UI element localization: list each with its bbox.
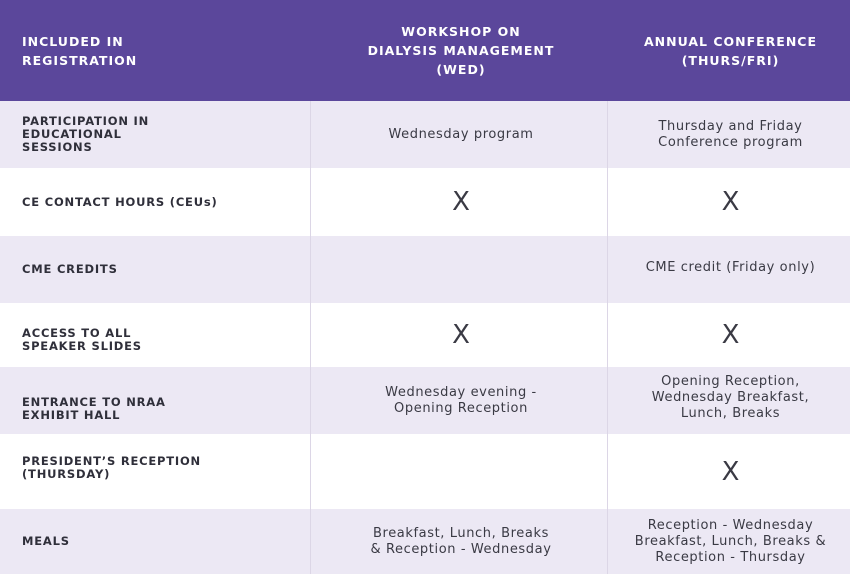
included-check-mark: X [452,187,470,217]
table-row [0,168,850,236]
row-label: CE CONTACT HOURS (CEUs) [22,194,218,209]
table-row [0,236,850,303]
header-included-in-registration: INCLUDED IN REGISTRATION [22,33,138,68]
conference-value: Thursday and Friday Conference program [658,118,803,150]
table-row [0,367,850,434]
table-row [0,303,850,367]
workshop-value: Breakfast, Lunch, Breaks & Reception - Wednesday [370,525,552,557]
table-row [0,101,850,168]
header-workshop: WORKSHOP ON DIALYSIS MANAGEMENT (WED) [367,24,555,77]
row-label: PRESIDENT’S RECEPTION (THURSDAY) [22,453,201,481]
row-label: PARTICIPATION IN EDUCATIONAL SESSIONS [22,114,150,154]
workshop-value [311,236,611,303]
table-row [0,434,850,509]
conference-value: Opening Reception, Wednesday Breakfast, Lunch, Breaks [651,373,810,421]
included-check-mark: X [721,187,740,217]
workshop-value: Wednesday program [388,126,534,142]
column-divider [310,101,311,574]
conference-value: Reception - Wednesday Breakfast, Lunch, Breaks & Reception - Thursday [634,517,827,565]
included-check-mark: X [721,456,740,487]
row-label: MEALS [22,534,70,548]
table-header [0,0,850,101]
included-check-mark: X [721,320,740,350]
workshop-value [311,434,611,509]
included-check-mark: X [452,320,470,350]
table-row [0,509,850,574]
conference-value: CME credit (Friday only) [645,259,816,275]
row-label: ACCESS TO ALL SPEAKER SLIDES [22,326,142,353]
header-annual-conference: ANNUAL CONFERENCE (THURS/FRI) [643,33,818,68]
row-label: ENTRANCE TO NRAA EXHIBIT HALL [22,394,166,422]
column-divider [607,101,608,574]
workshop-value: Wednesday evening - Opening Reception [385,384,537,416]
row-label: CME CREDITS [22,262,118,276]
